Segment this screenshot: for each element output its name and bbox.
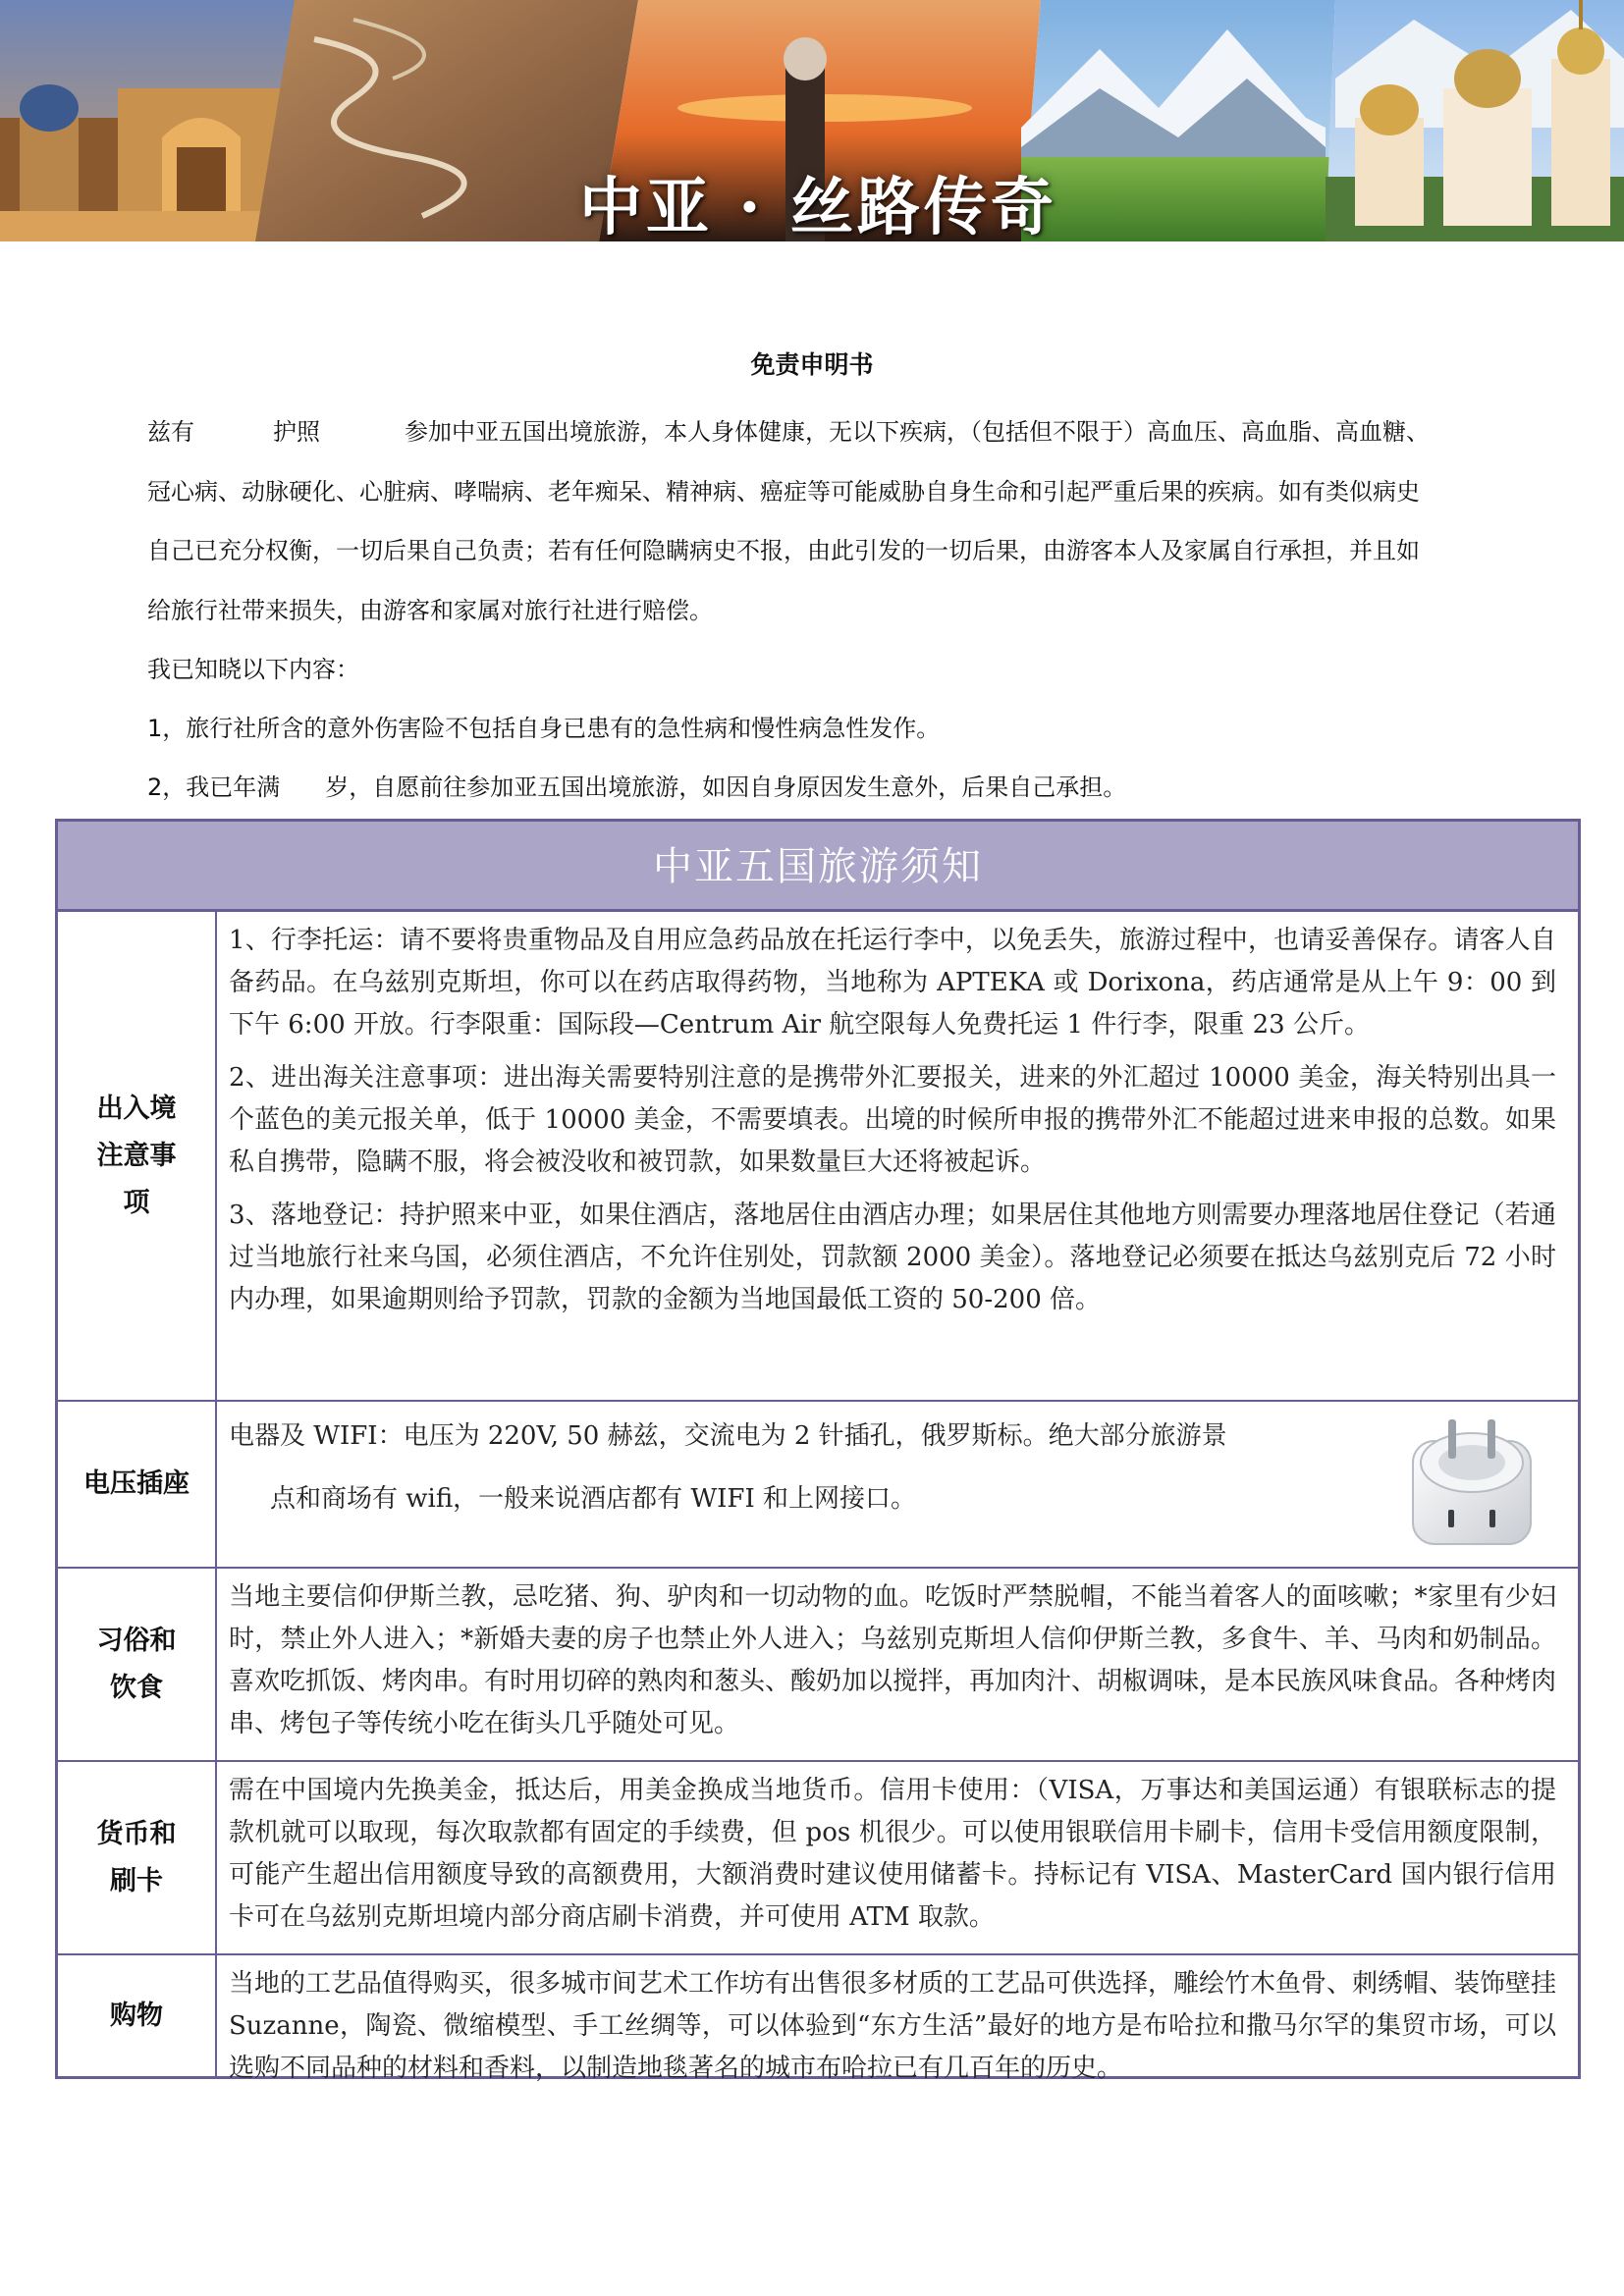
- table-row-entry-exit: [58, 912, 1578, 1400]
- table-row-currency: [58, 1760, 1578, 1953]
- disclaimer-line-1-a: 兹有: [147, 418, 194, 446]
- voltage-paragraph-2: 点和商场有 wifi，一般来说酒店都有 WIFI 和上网接口。: [270, 1484, 917, 1514]
- row-label-currency: 货币和刷卡: [58, 1762, 217, 1953]
- disclaimer-line-1: [147, 412, 1430, 447]
- disclaimer-line-2: 冠心病、动脉硬化、心脏病、哮喘病、老年痴呆、精神病、癌症等可能威胁自身生命和引起严重后果的疾病。如有类似病史: [147, 478, 1420, 506]
- power-plug-adapter-image: [1391, 1412, 1548, 1559]
- table-row-voltage: [58, 1400, 1578, 1567]
- row-content-currency: [229, 1770, 1556, 1949]
- disclaimer-line-5: 我已知晓以下内容：: [147, 656, 359, 683]
- disclaimer-title: 免责申明书: [750, 350, 874, 379]
- entry-exit-paragraph-2: 2、进出海关注意事项：进出海关需要特别注意的是携带外汇要报关，进来的外汇超过 10000 美金，海关特别出具一个蓝色的美元报关单，低于 10000 美金，不需要填表。出境的时候所申报的携带外汇不能超过进来申报的总数。如果私自携带，隐瞒不服，将会被没收和被罚款，如果数量巨大还将被起诉。: [229, 1063, 1556, 1177]
- row-content-customs-food: [229, 1576, 1556, 1756]
- disclaimer-line-4: 给旅行社带来损失，由游客和家属对旅行社进行赔偿。: [147, 597, 713, 624]
- row-content-shopping: [229, 1963, 1556, 2101]
- row-content-entry-exit: [229, 920, 1556, 1332]
- shopping-paragraph: 当地的工艺品值得购买，很多城市间艺术工作坊有出售很多材质的工艺品可供选择，雕绘竹木鱼骨、刺绣帽、装饰壁挂 Suzanne，陶瓷、微缩模型、手工丝绸等，可以体验到“东方生活”最好的地方是布哈拉和撒马尔罕的集贸市场，可以选购不同品种的材料和香料，以制造地毯著名的城市布哈拉已有几百年的历史。: [229, 1969, 1557, 2083]
- row-label-voltage: 电压插座: [58, 1402, 217, 1567]
- disclaimer-line-1-b: 护照: [273, 418, 320, 446]
- row-label-shopping: 购物: [58, 1955, 217, 2076]
- disclaimer-line-3: 自己已充分权衡，一切后果自己负责；若有任何隐瞒病史不报，由此引发的一切后果，由游客本人及家属自行承担，并且如: [147, 537, 1420, 564]
- row-label-customs-food: 习俗和饮食: [58, 1569, 217, 1760]
- notice-table-title: 中亚五国旅游须知: [58, 822, 1578, 912]
- disclaimer-line-7: [147, 768, 1126, 802]
- banner-title: 中亚 · 丝路传奇: [579, 171, 1057, 241]
- travel-notice-table: [55, 819, 1581, 2083]
- header-banner: [0, 0, 1624, 241]
- entry-exit-paragraph-3: 3、落地登记：持护照来中亚，如果住酒店，落地居住由酒店办理；如果居住其他地方则需要办理落地居住登记（若通过当地旅行社来乌国，必须住酒店，不允许住别处，罚款额 2000 美金）。落地登记必须要在抵达乌兹别克后 72 小时内办理，如果逾期则给予罚款，罚款的金额为当地国最低工资的 50-200 倍。: [229, 1201, 1556, 1314]
- voltage-paragraph-1: 电器及 WIFI：电压为 220V, 50 赫兹，交流电为 2 针插孔，俄罗斯标。绝大部分旅游景: [229, 1421, 1227, 1451]
- table-row-shopping: [58, 1953, 1578, 2083]
- disclaimer-line-7-b: 岁，自愿前往参加亚五国出境旅游，如因自身原因发生意外，后果自己承担。: [325, 774, 1127, 801]
- row-label-entry-exit: 出入境注意事项: [58, 912, 217, 1400]
- row-content-voltage: [229, 1414, 1342, 1522]
- customs-food-paragraph: 当地主要信仰伊斯兰教，忌吃猪、狗、驴肉和一切动物的血。吃饭时严禁脱帽，不能当着客人的面咳嗽；*家里有少妇时，禁止外人进入；*新婚夫妻的房子也禁止外人进入；乌兹别克斯坦人信仰伊斯兰教，多食牛、羊、马肉和奶制品。喜欢吃抓饭、烤肉串。有时用切碎的熟肉和葱头、酸奶加以搅拌，再加肉汁、胡椒调味，是本民族风味食品。各种烤肉串、烤包子等传统小吃在街头几乎随处可见。: [229, 1582, 1557, 1738]
- disclaimer-line-6: 1，旅行社所含的意外伤害险不包括自身已患有的急性病和慢性病急性发作。: [147, 715, 941, 742]
- table-row-customs-food: [58, 1567, 1578, 1760]
- disclaimer-line-7-a: 2，我已年满: [147, 774, 281, 801]
- disclaimer-line-1-c: 参加中亚五国出境旅游，本人身体健康，无以下疾病，（包括但不限于）高血压、高血脂、高血糖、: [405, 418, 1430, 446]
- currency-paragraph: 需在中国境内先换美金，抵达后，用美金换成当地货币。信用卡使用：（VISA，万事达和美国运通）有银联标志的提款机就可以取现，每次取款都有固定的手续费，但 pos 机很少。可以使用银联信用卡刷卡，信用卡受信用额度限制，可能产生超出信用额度导致的高额费用，大额消费时建议使用储蓄卡。持标记有 VISA、MasterCard 国内银行信用卡可在乌兹别克斯坦境内部分商店刷卡消费，并可使用 ATM 取款。: [229, 1776, 1556, 1932]
- entry-exit-paragraph-1: 1、行李托运：请不要将贵重物品及自用应急药品放在托运行李中，以免丢失，旅游过程中，也请妥善保存。请客人自备药品。在乌兹别克斯坦，你可以在药店取得药物，当地称为 APTEKA 或 Dorixona，药店通常是从上午 9：00 到下午 6:00 开放。行李限重：国际段—Centrum Air 航空限每人免费托运 1 件行李，限重 23 公斤。: [229, 926, 1556, 1040]
